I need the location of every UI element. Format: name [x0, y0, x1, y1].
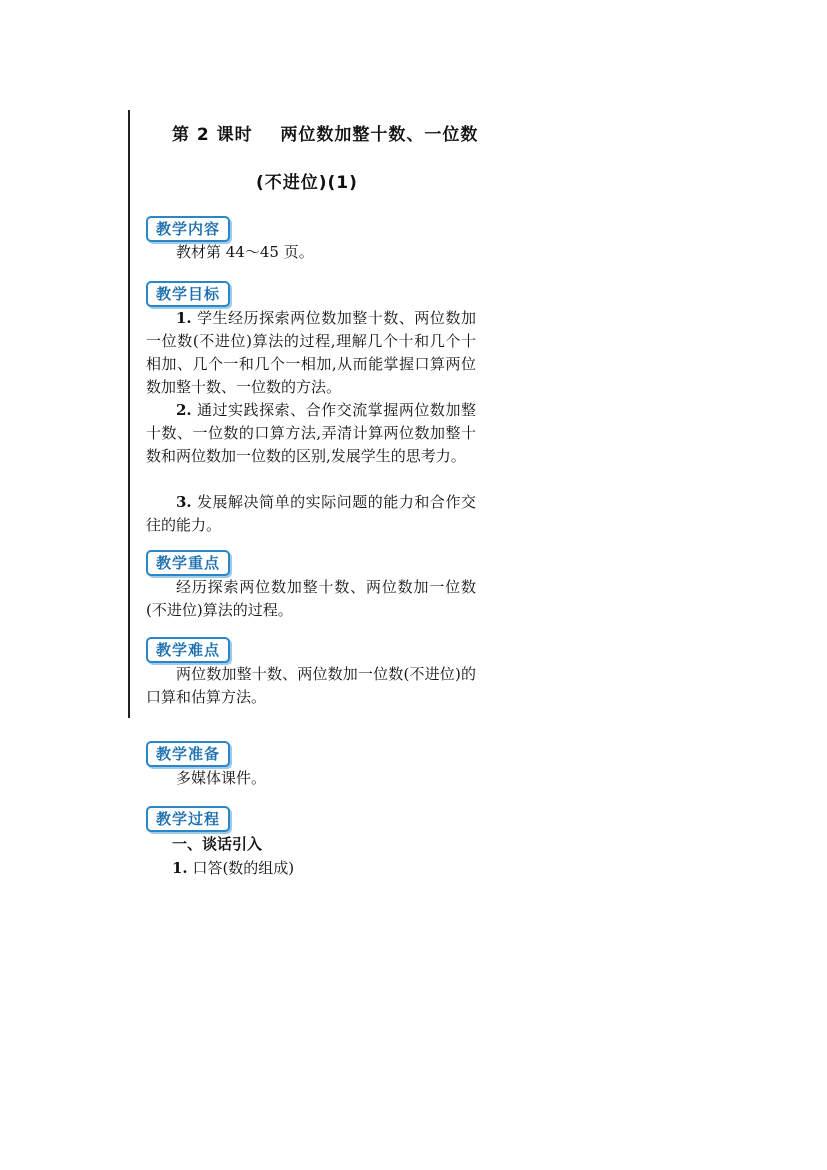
key-points-text: 经历探索两位数加整十数、两位数加一位数(不进位)算法的过程。: [146, 578, 476, 619]
process-subheading: 一、谈话引入: [172, 835, 263, 853]
section-heading-goals: 教学目标: [146, 281, 230, 307]
section-heading-difficulties: 教学难点: [146, 637, 230, 663]
section-heading-content: 教学内容: [146, 216, 230, 242]
goal-item-3: [146, 491, 476, 537]
process-item-1-text: 口答(数的组成): [187, 859, 295, 877]
section-heading-preparation: 教学准备: [146, 741, 230, 767]
goal-item-1-text: 学生经历探索两位数加整十数、两位数加一位数(不进位)算法的过程,理解几个十和几个十相加、几个一和几个一相加,从而能掌握口算两位数加整十数、一位数的方法。: [146, 309, 476, 396]
process-item-1: [172, 857, 294, 878]
margin-rule: [128, 110, 130, 718]
lesson-subtitle: (不进位)(1): [256, 173, 358, 193]
goal-item-1-number: 1.: [176, 309, 192, 327]
lesson-title: 第 2 课时 两位数加整十数、一位数: [172, 125, 479, 145]
goal-item-2: [146, 399, 476, 468]
goal-item-3-number: 3.: [176, 493, 192, 511]
section-heading-key-points: 教学重点: [146, 550, 230, 576]
section-heading-process: 教学过程: [146, 806, 230, 832]
preparation-text: 多媒体课件。: [176, 769, 267, 787]
goal-item-3-text: 发展解决简单的实际问题的能力和合作交往的能力。: [146, 493, 476, 534]
goal-item-1: [146, 307, 476, 399]
goal-item-2-text: 通过实践探索、合作交流掌握两位数加整十数、一位数的口算方法,弄清计算两位数加整十数和两位数加一位数的区别,发展学生的思考力。: [146, 401, 476, 465]
difficulties-text: 两位数加整十数、两位数加一位数(不进位)的口算和估算方法。: [146, 665, 476, 706]
goal-item-2-number: 2.: [176, 401, 192, 419]
content-text: 教材第 44～45 页。: [176, 243, 314, 261]
process-item-1-number: 1.: [172, 859, 188, 877]
